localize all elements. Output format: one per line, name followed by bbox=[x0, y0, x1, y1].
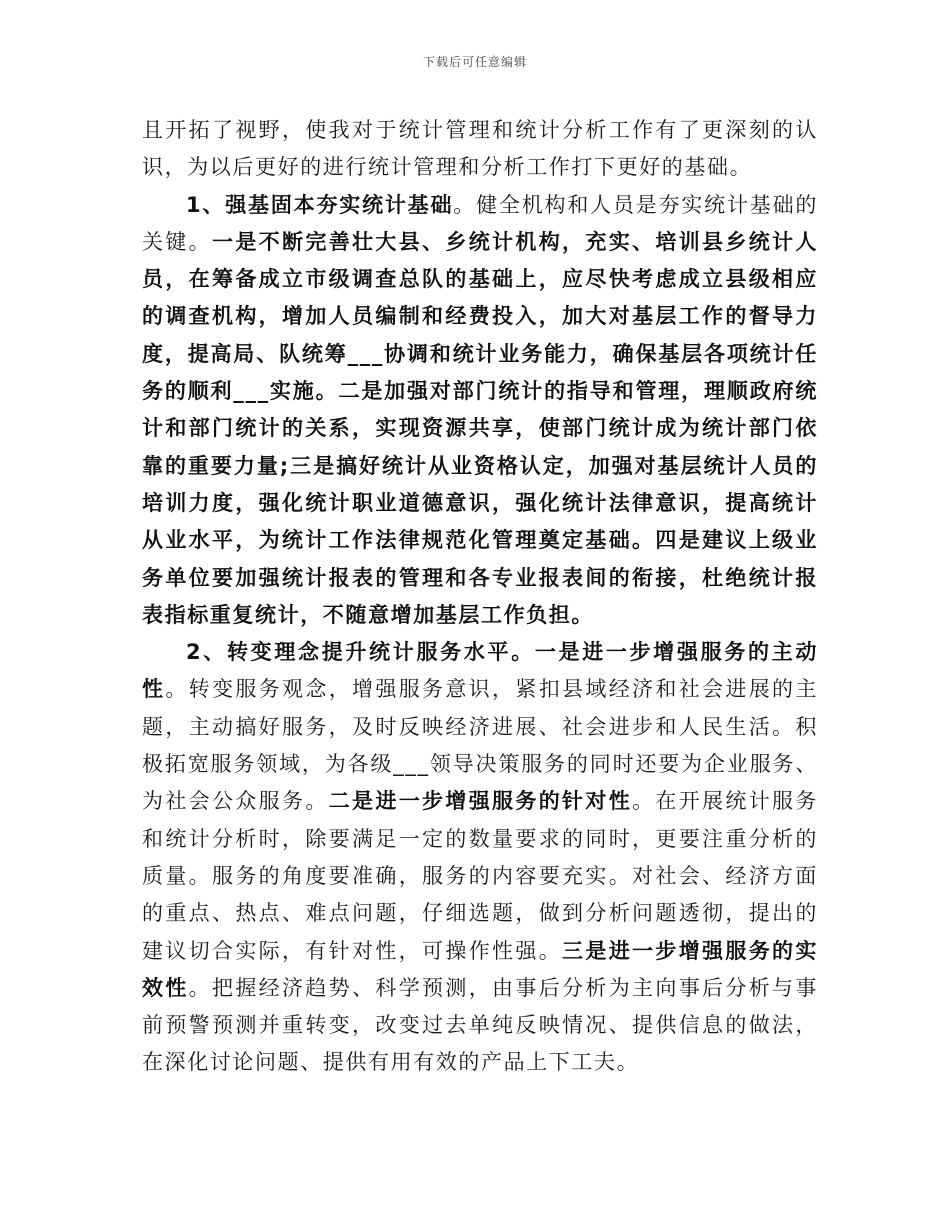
section-2-text-2: 。在开展统计服务和统计分析时，除要满足一定的数量要求的同时，更要注重分析的质量。服务的角度要准确，服务的内容要充实。对社会、经济方面的重点、热点、难点问题，仔细选题，做到分析问题透彻，提出的建议切合实际，有针对性，可操作性强。 bbox=[142, 789, 818, 963]
page-header-note: 下载后可任意编辑 bbox=[422, 55, 527, 69]
paragraph-intro-continuation: 且开拓了视野，使我对于统计管理和统计分析工作有了更深刻的认识，为以后更好的进行统计管理和分析工作打下更好的基础。 bbox=[142, 118, 818, 180]
section-2-bold-3: 三是进一步增强服务的实效性 bbox=[142, 938, 818, 1000]
section-heading-1: 1、强基固本夯实统计基础 bbox=[186, 192, 454, 217]
section-heading-2: 2、转变理念提升统计服务水平。一是进一步增强服务的主动性 bbox=[142, 640, 818, 702]
paragraph-service-level bbox=[142, 634, 818, 1082]
section-2-text-3: 。把握经济趋势、科学预测，由事后分析为主向事后分析与事前预警预测并重转变，改变过去单纯反映情况、提供信息的做法，在深化讨论问题、提供有用有效的产品上下工夫。 bbox=[142, 975, 818, 1075]
section-1-lead-text: 。健全机构和人员是夯实统计基础的关键。 bbox=[142, 192, 818, 254]
section-2-text-1: 。转变服务观念，增强服务意识，紧扣县域经济和社会进展的主题，主动搞好服务，及时反映经济进展、社会进步和人民生活。积极拓宽服务领域，为各级___领导决策服务的同时还要为企业服务、为社会公众服务。 bbox=[142, 677, 818, 814]
document-body bbox=[142, 112, 818, 1082]
section-1-bold-body: 一是不断完善壮大县、乡统计机构，充实、培训县乡统计人员，在筹备成立市级调查总队的基础上，应尽快考虑成立县级相应的调查机构，增加人员编制和经费投入，加大对基层工作的督导力度，提高局、队统筹___协调和统计业务能力，确保基层各项统计任务的顺利___实施。二是加强对部门统计的指导和管理，理顺政府统计和部门统计的关系，实现资源共享，使部门统计成为统计部门依靠的重要力量;三是搞好统计从业资格认定，加强对基层统计人员的培训力度，强化统计职业道德意识，强化统计法律意识，提高统计从业水平，为统计工作法律规范化管理奠定基础。四是建议上级业务单位要加强统计报表的管理和各专业报表间的衔接，杜绝统计报表指标重复统计，不随意增加基层工作负担。 bbox=[142, 229, 818, 627]
section-2-bold-2: 二是进一步增强服务的针对性 bbox=[328, 789, 633, 814]
paragraph-statistics-foundation bbox=[142, 187, 818, 635]
